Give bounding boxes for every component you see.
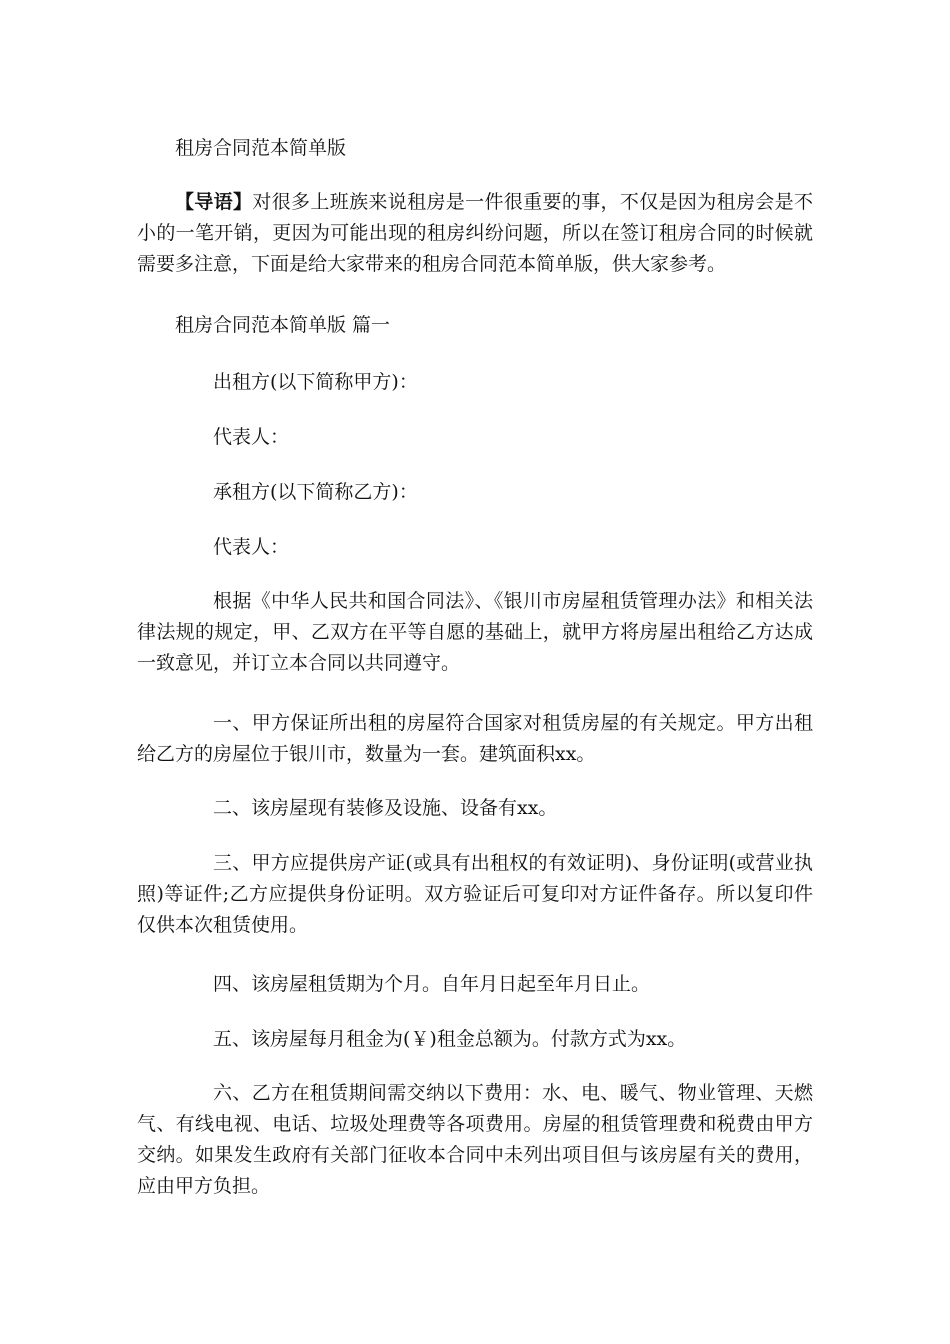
clause-3: 三、甲方应提供房产证(或具有出租权的有效证明)、身份证明(或营业执照)等证件;乙方应提供身份证明。双方验证后可复印对方证件备存。所以复印件仅供本次租赁使用。 bbox=[137, 852, 813, 936]
clause-5: 五、该房屋每月租金为(￥)租金总额为。付款方式为xx。 bbox=[213, 1028, 687, 1050]
intro-paragraph bbox=[137, 187, 813, 280]
clause-6: 六、乙方在租赁期间需交纳以下费用：水、电、暖气、物业管理、天燃气、有线电视、电话、垃圾处理费等各项费用。房屋的租赁管理费和税费由甲方交纳。如果发生政府有关部门征收本合同中未列出项目但与该房屋有关的费用，应由甲方负担。 bbox=[137, 1082, 813, 1197]
clause-2: 二、该房屋现有装修及设施、设备有xx。 bbox=[213, 797, 558, 819]
lessor-rep-line: 代表人： bbox=[213, 426, 290, 448]
intro-tag: 【导语】 bbox=[175, 191, 253, 213]
preamble-paragraph: 根据《中华人民共和国合同法》、《银川市房屋租赁管理办法》和相关法律法规的规定，甲、乙双方在平等自愿的基础上，就甲方将房屋出租给乙方达成一致意见，并订立本合同以共同遵守。 bbox=[137, 590, 813, 674]
lessor-line: 出租方(以下简称甲方)： bbox=[213, 371, 418, 393]
lessee-rep-line: 代表人： bbox=[213, 536, 290, 558]
lessee-line: 承租方(以下简称乙方)： bbox=[213, 481, 418, 503]
clause-1: 一、甲方保证所出租的房屋符合国家对租赁房屋的有关规定。甲方出租给乙方的房屋位于银川市，数量为一套。建筑面积xx。 bbox=[137, 712, 813, 765]
section-title: 租房合同范本简单版 篇一 bbox=[175, 314, 391, 336]
clause-4: 四、该房屋租赁期为个月。自年月日起至年月日止。 bbox=[213, 973, 651, 995]
document-title: 租房合同范本简单版 bbox=[175, 137, 347, 159]
intro-text: 对很多上班族来说租房是一件很重要的事，不仅是因为租房会是不小的一笔开销，更因为可能出现的租房纠纷问题，所以在签订租房合同的时候就需要多注意，下面是给大家带来的租房合同范本简单版，供大家参考。 bbox=[137, 191, 813, 275]
